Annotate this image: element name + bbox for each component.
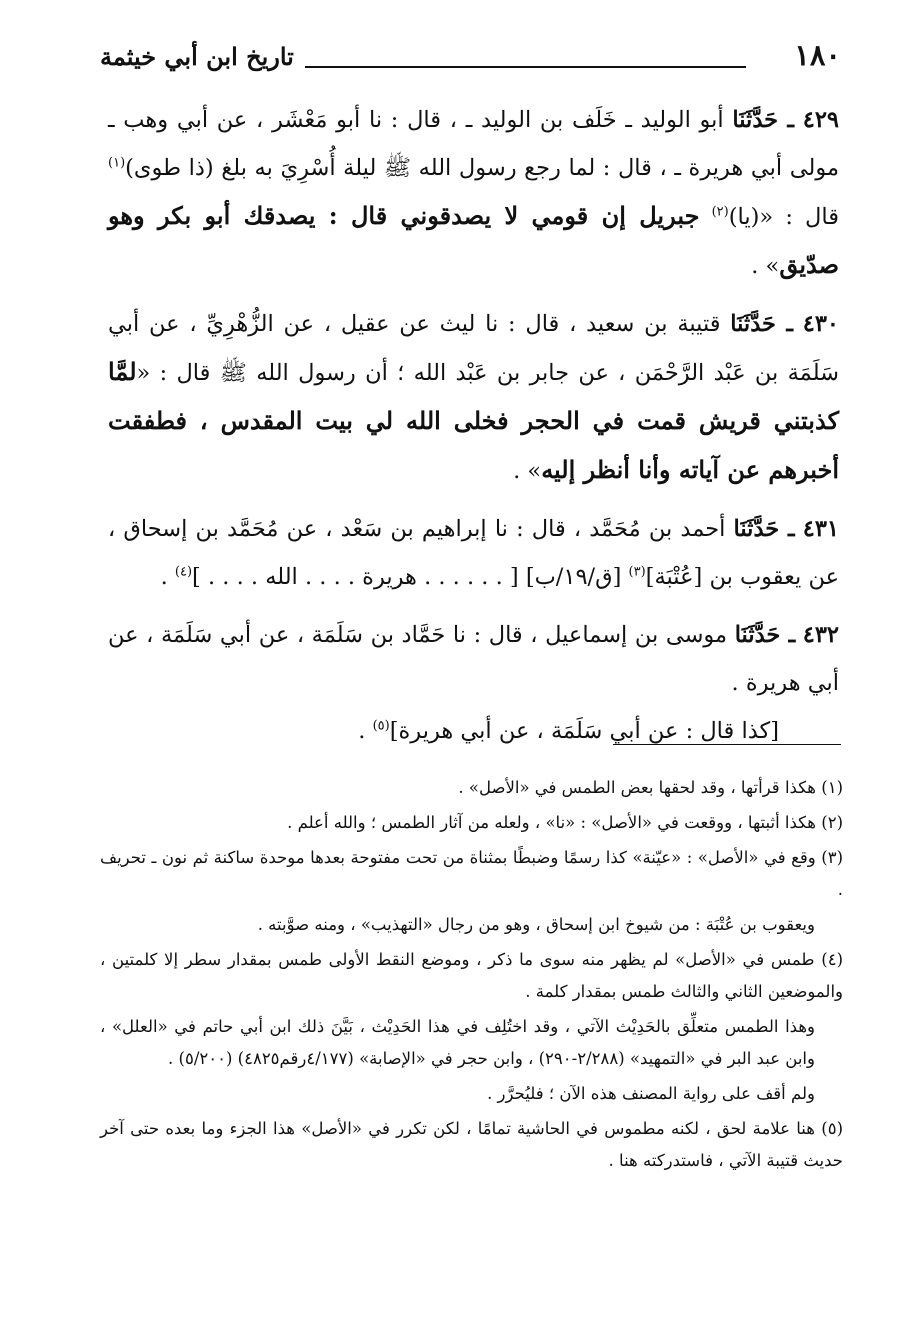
hadith-429: ٤٢٩ ـ حَدَّثَنَا أبو الوليد ـ خَلَف بن الوليد ـ ، قال : نا أبو مَعْشَر ، عن أبي وهب ـ مولى أبي هريرة ـ ، قال : لما رجع رسول الله ﷺ ليلة أُسْرِيَ به بلغ (ذا طوى)$^{(١)}$ قال : «(يا)$^{(٢)}$ جبريل إن قومي لا يصدقوني قال : يصدقك أبو بكر وهو صدّيق» .	[108, 107, 840, 279]
page-number: ١٨٠	[794, 38, 841, 72]
haddathana-label: حَدَّثَنَا	[733, 516, 780, 542]
page-header	[100, 38, 841, 82]
hadith-430: ٤٣٠ ـ حَدَّثَنَا قتيبة بن سعيد ، قال : نا ليث عن عقيل ، عن الزُّهْرِيِّ ، عن أبي سَلَمَة بن عَبْد الرَّحْمَن ، عن جابر بن عَبْد الله ؛ أن رسول الله ﷺ قال : «لمَّا كذبتني قريش قمت في الحجر فخلى الله لي بيت المقدس ، فطفقت أخبرهم عن آياته وأنا أنظر إليه» .	[108, 311, 839, 484]
hadith-end: .	[160, 564, 175, 590]
footnotes	[100, 772, 843, 1180]
hadith-text: أبو الوليد ـ خَلَف بن الوليد ـ ، قال : نا أبو مَعْشَر ، عن أبي وهب ـ مولى أبي هريرة ـ ، قال : لما رجع رسول الله ﷺ ليلة أُسْرِيَ به بلغ (ذا طوى)	[108, 107, 839, 181]
hadith-number: ٤٣٠	[802, 311, 839, 337]
hadith-number: ٤٣٢	[802, 622, 840, 648]
hadith-number: ٤٢٩	[802, 107, 840, 133]
editor-note-text: [كذا قال : عن أبي سَلَمَة ، عن أبي هريرة]	[389, 718, 779, 744]
hadith-431: ٤٣١ ـ حَدَّثَنَا أحمد بن مُحَمَّد ، قال : نا إبراهيم بن سَعْد ، عن مُحَمَّد بن إسحاق ، عن يعقوب بن [عُتْبَة]$^{(٣)}$ [ق/١٩/ب] [ . . . . . . هريرة . . . . الله . . . . ]$^{(٤)}$ .	[108, 516, 840, 590]
footnote-2: (٢) هكذا أثبتها ، ووقعت في «الأصل» : «نا» ، ولعله من آثار الطمس ؛ والله أعلم .	[287, 813, 843, 832]
hadith-text: [ق/١٩/ب] [ . . . . . . هريرة . . . . الله . . . . ]	[192, 564, 622, 590]
hadith-text: قتيبة بن سعيد ، قال : نا ليث عن عقيل ، عن الزُّهْرِيِّ ، عن أبي سَلَمَة بن عَبْد الرَّحْمَن ، عن جابر بن عَبْد الله ؛ أن رسول الله ﷺ قال : «	[108, 311, 839, 386]
footnote-4-continuation: وهذا الطمس متعلِّق بالحَدِيْث الآتي ، وقد اختُلِف في هذا الحَدِيْث ، بَيَّنَ ذلك ابن أبي حاتم في «العلل» ، وابن عبد البر في «التمهيد» (٢/٢٨٨-٢٩٠) ، وابن حجر في «الإصابة» (٤/١٧٧رقم٤٨٢٥) (٥/٢٠٠) .	[100, 1017, 815, 1068]
header-rule	[305, 66, 746, 68]
footnote-4-continuation: ولم أقف على رواية المصنف هذه الآن ؛ فليُحرَّر .	[487, 1084, 815, 1103]
hadith-text: أحمد بن مُحَمَّد ، قال : نا إبراهيم بن سَعْد ، عن مُحَمَّد بن إسحاق ، عن يعقوب بن [عُتْبَة]	[108, 516, 839, 590]
editor-note-end: .	[358, 718, 373, 744]
prophetic-saying: لمَّا كذبتني قريش قمت في الحجر فخلى الله لي بيت المقدس ، فطفقت أخبرهم عن آياته وأنا أنظر إليه	[108, 357, 839, 484]
footnote-separator	[613, 744, 841, 745]
hadith-text: قال : «(يا)	[728, 204, 839, 230]
footnote-3-continuation: ويعقوب بن عُتْبَة : من شيوخ ابن إسحاق ، وهو من رجال «التهذيب» ، ومنه صوَّبته .	[257, 915, 815, 934]
footnote-3: (٣) وقع في «الأصل» : «عيّنة» كذا رسمًا وضبطًا بمثناة من تحت مفتوحة بعدها موحدة ساكنة ثم نون ـ تحريف .	[100, 848, 843, 899]
footnote-ref: (٣)	[628, 564, 646, 580]
main-text	[108, 96, 839, 755]
footnote-ref: (٥)	[372, 718, 390, 734]
running-title: تاريخ ابن أبي خيثمة	[100, 42, 294, 71]
haddathana-label: حَدَّثَنَا	[734, 622, 781, 648]
footnote-4: (٤) طمس في «الأصل» لم يظهر منه سوى ما ذكر ، وموضع النقط الأولى طمس بمقدار سطر إلا كلمتين ، والموضعين الثاني والثالث طمس بمقدار كلمة .	[100, 950, 843, 1001]
hadith-432: ٤٣٢ ـ حَدَّثَنَا موسى بن إسماعيل ، قال : نا حَمَّاد بن سَلَمَة ، عن أبي سَلَمَة ، عن أبي هريرة .	[108, 622, 840, 696]
editor-note	[108, 707, 839, 755]
footnote-5: (٥) هنا علامة لحق ، لكنه مطموس في الحاشية تمامًا ، لكن تكرر في «الأصل» هذا الجزء وما بعده حتى آخر حديث قتيبة الآتي ، فاستدركته هنا .	[100, 1119, 843, 1170]
footnote-ref: (٤)	[174, 564, 193, 580]
footnote-1: (١) هكذا قرأتها ، وقد لحقها بعض الطمس في «الأصل» .	[458, 778, 843, 797]
haddathana-label: حَدَّثَنَا	[732, 107, 779, 133]
hadith-end: » .	[513, 458, 542, 484]
haddathana-label: حَدَّثَنَا	[730, 311, 776, 337]
hadith-end: » .	[751, 253, 780, 279]
footnote-ref: (٢)	[711, 204, 729, 220]
prophetic-saying: جبريل إن قومي لا يصدقوني قال : يصدقك أبو بكر وهو صدّيق	[108, 201, 839, 279]
hadith-number: ٤٣١	[802, 516, 840, 542]
footnote-ref: (١)	[108, 155, 126, 171]
hadith-text: موسى بن إسماعيل ، قال : نا حَمَّاد بن سَلَمَة ، عن أبي سَلَمَة ، عن أبي هريرة .	[108, 622, 839, 696]
